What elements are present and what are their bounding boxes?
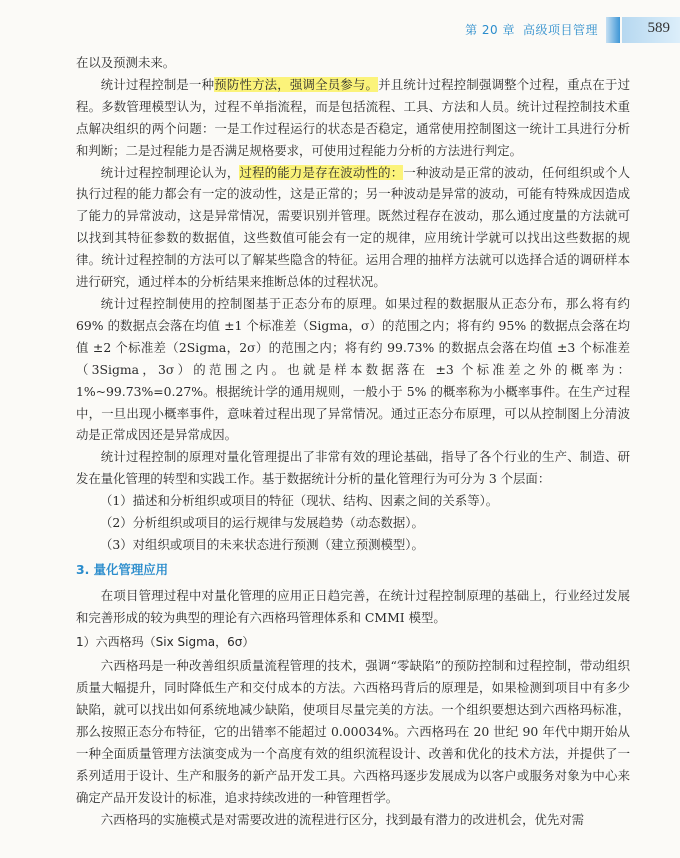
chapter-number: 第 20 章 bbox=[465, 23, 515, 37]
page-body bbox=[76, 52, 630, 831]
page-header bbox=[0, 13, 680, 53]
paragraph: 统计过程控制的原理对量化管理提出了非常有效的理论基础，指导了各个行业的生产、制造、研发在量化管理的转型和实践工作。基于数据统计分析的量化管理行为可分为 3 个层面： bbox=[76, 449, 630, 487]
header-accent-bar bbox=[606, 17, 620, 43]
list-item: （1）描述和分析组织或项目的特征（现状、结构、因素之间的关系等）。 bbox=[100, 493, 499, 509]
subsection-heading: 1）六西格玛（Six Sigma，6σ） bbox=[76, 634, 255, 649]
page-number: 589 bbox=[647, 20, 670, 36]
running-head bbox=[457, 21, 598, 38]
text-run: 并且统计过程控制强调整个过程，重点在于过程。多数管理模型认为，过程不单指流程，而是包括流程、工具、方法和人员。统计过程控制技术重点解决组织的两个问题：一是工作过程运行的状态是否稳定，通常使用控制图这一统计工具进行分析和判断；二是过程能力是否满足规格要求，可使用过程能力分析的方法进行判定。 bbox=[76, 76, 631, 158]
paragraph: 在以及预测未来。 bbox=[76, 55, 176, 70]
paragraph bbox=[76, 74, 630, 162]
text-run: 统计过程控制是一种 bbox=[100, 76, 215, 92]
paragraph: 在项目管理过程中对量化管理的应用正日趋完善，在统计过程控制原理的基础上，行业经过发展和完善形成的较为典型的理论有六西格玛管理体系和 CMMI 模型。 bbox=[76, 587, 630, 625]
text-run: 统计过程控制理论认为， bbox=[100, 164, 240, 180]
highlighted-text: 过程的能力是存在波动性的： bbox=[239, 164, 404, 180]
highlighted-text: 预防性方法，强调全员参与。 bbox=[214, 76, 379, 92]
chapter-title: 高级项目管理 bbox=[522, 23, 598, 37]
paragraph: 统计过程控制使用的控制图基于正态分布的原理。如果过程的数据服从正态分布，那么将有约 69% 的数据点会落在均值 ±1 个标准差（Sigma，σ）的范围之内；将有约 95% 的数据点会落在均值 ±2 个标准差（2Sigma，2σ）的范围之内；将有约 99.73% 的数据点会落在均值 ±3 个标准差（3Sigma，3σ）的范围之内。也就是样本数据落在 ±3 个标准差之外的概率为：1%~99.73%=0.27%。根据统计学的通用规则，一般小于 5% 的概率称为小概率事件。在生产过程中，一旦出现小概率事件，意味着过程出现了异常情况。通过正态分布原理，可以从控制图上分清波动是正常成因还是异常成因。 bbox=[76, 295, 630, 443]
paragraph: 六西格玛的实施模式是对需要改进的流程进行区分，找到最有潜力的改进机会，优先对需 bbox=[100, 811, 585, 827]
list-item: （3）对组织或项目的未来状态进行预测（建立预测模型）。 bbox=[100, 536, 424, 552]
paragraph bbox=[76, 162, 630, 293]
list-item: （2）分析组织或项目的运行规律与发展趋势（动态数据）。 bbox=[100, 515, 424, 531]
text-run: 一种波动是正常的波动，任何组织或个人执行过程的能力都会有一定的波动性，这是正常的；另一种波动是异常的波动，可能有特殊成因造成了能力的异常波动，这是异常情况，需要识别并管理。既然过程存在波动，那么通过度量的方法就可以找到其特征参数的数据值，这些数值可能会有一定的规律，应用统计学就可以找出这些数据的规律。统计过程控制的方法可以了解某些隐含的特征。运用合理的抽样方法就可以选择合适的调研样本进行研究，通过样本的分析结果来推断总体的过程状况。 bbox=[76, 164, 631, 290]
paragraph: 六西格玛是一种改善组织质量流程管理的技术，强调“零缺陷”的预防控制和过程控制，带动组织质量大幅提升，同时降低生产和交付成本的方法。六西格玛背后的原理是，如果检测到项目中有多少缺陷，就可以找出如何系统地减少缺陷，使项目尽量完美的方法。一个组织要想达到六西格玛标准，那么按照正态分布特征，它的出错率不能超过 0.00034%。六西格玛在 20 世纪 90 年代中期开始从一种全面质量管理方法演变成为一个高度有效的组织流程设计、改善和优化的技术方法，并提供了一系列适用于设计、生产和服务的新产品开发工具。六西格玛逐步发展成为以客户或服务对象为中心来确定产品开发设计的标准，追求持续改进的一种管理哲学。 bbox=[76, 658, 630, 805]
section-heading: 3. 量化管理应用 bbox=[76, 561, 168, 577]
